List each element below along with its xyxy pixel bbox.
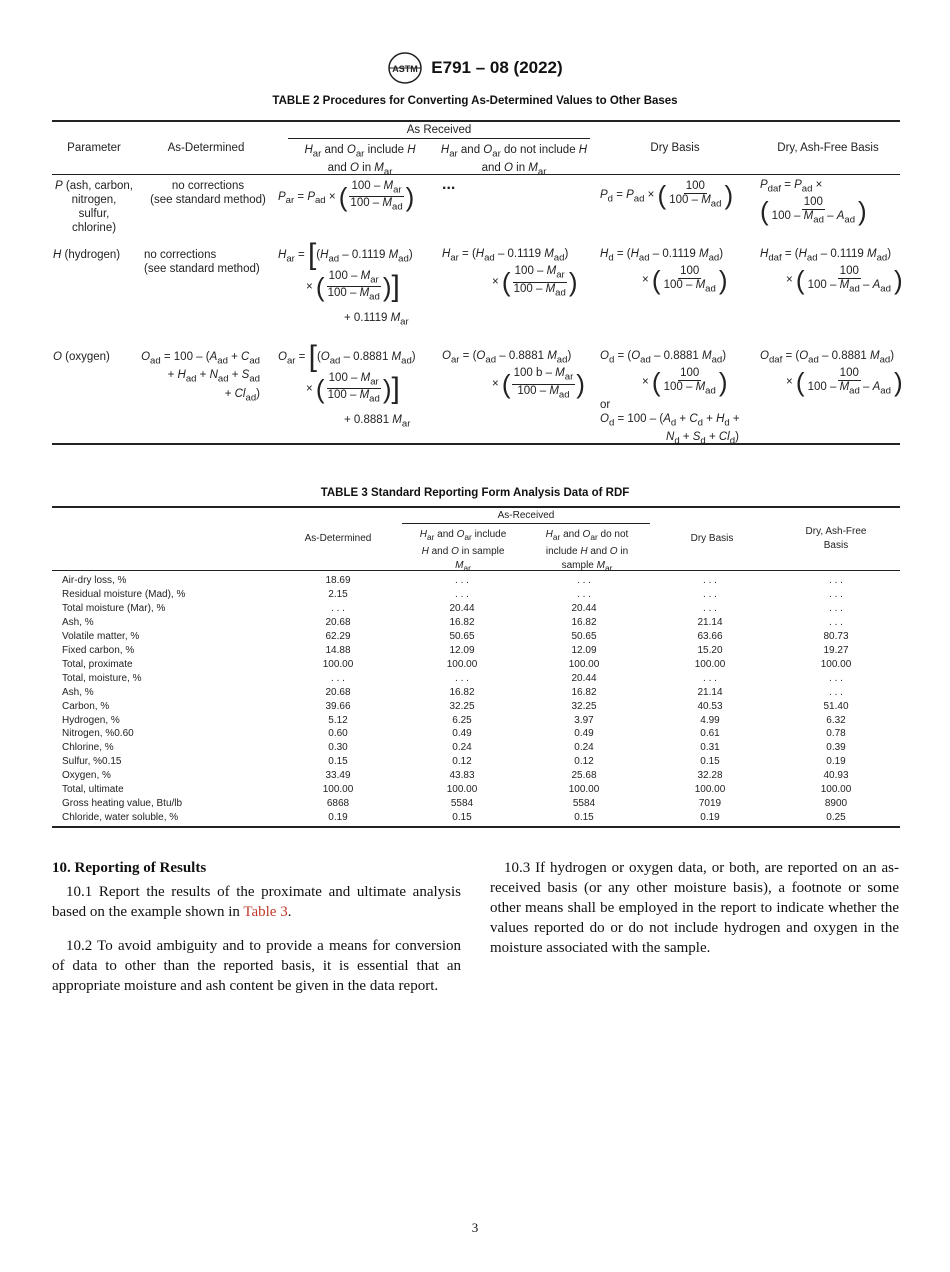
t3-header-as-received: As-Received [497, 510, 555, 521]
table3-title: TABLE 3 Standard Reporting Form Analysis Data of RDF [320, 487, 630, 499]
table-cell: 0.25 [826, 812, 846, 824]
row-label: Chloride, water soluble, % [62, 812, 179, 824]
row-label: Chlorine, % [62, 742, 114, 754]
formula-p-daf: $P_{daf} = P_{ad}$ × ( $\frac{100}{100 - M_{ad} - A_{ad}}$ ) [760, 179, 867, 227]
table-cell: 16.82 [571, 616, 597, 628]
table-cell: 0.49 [574, 728, 594, 740]
formula-h-ar-exclude: $H_{ar} = (H_{ad} - 0.1119$ $M_{ad}$) × ( $\frac{100 - M_{ar}}{100 - M_{ad}}$ ) [442, 248, 578, 298]
row-label: Total moisture (Mar), % [62, 602, 166, 614]
table-cell: 51.40 [823, 700, 849, 712]
table-cell: . . . [829, 686, 843, 698]
formula-p-dry: $P_d = P_{ad}$ × ( $\frac{100}{100 - M_{ad}}$ ) [600, 180, 734, 211]
table-cell: 100.00 [446, 658, 478, 670]
table-cell: 18.69 [325, 575, 351, 586]
page-number: 3 [471, 1220, 479, 1235]
table-cell: 0.19 [700, 812, 720, 824]
table-cell: . . . [455, 575, 469, 586]
t3-header-as-determined: As-Determined [304, 533, 372, 544]
row-label: Air-dry loss, % [62, 575, 127, 586]
table-cell: 5584 [572, 798, 596, 810]
table-cell: 20.44 [571, 602, 597, 614]
table-cell: 50.65 [571, 630, 597, 642]
table-cell: . . . [703, 602, 717, 614]
table-cell: . . . [577, 588, 591, 600]
table-cell: 62.29 [325, 630, 351, 642]
paragraph-10-2: 10.2 To avoid ambiguity and to provide a means for conversion of data to other than the reported basis, it is essential that an appropriate moisture and ash content be given in the data report. [52, 938, 461, 994]
asdet-o: $O_{ad} = 100 - (A_{ad} + C_{ad}$ + $H_{ad} + N_{ad} + S_{ad}$ + $Cl_{ad}$) [141, 351, 260, 403]
paragraph-10-3: 10.3 If hydrogen or oxygen data, or both, are reported on an as-received basis (or any other moisture basis), a footnote or some other means shall be employed in the report to indicate whether the values reported do or do not include hydrogen and oxygen in the moisture associated with the sample. [490, 860, 899, 956]
table-cell: 5584 [450, 798, 474, 810]
table-cell: 14.88 [325, 644, 351, 656]
table-cell: 0.31 [700, 742, 720, 754]
table-cell: 3.97 [574, 714, 594, 726]
table-cell: 21.14 [697, 616, 723, 628]
table-cell: 6.32 [826, 714, 846, 726]
table-cell: 100.00 [446, 784, 478, 796]
header-ar-include: $H_{ar}$ and $O_{ar}$ include H and O in $M_{ar}$ [304, 144, 416, 178]
table-row [52, 686, 900, 700]
header-as-determined: As-Determined [167, 142, 245, 154]
table-cell: 21.14 [697, 686, 723, 698]
formula-o-dry: $O_d = (O_{ad} - 0.8881$ $M_{ad}$) × ( $\frac{100}{100 - M_{ad}}$ ) or $O_d = 100 - (A_d + C_d + H_d$ + $N_d + S_d + Cl_d$) [600, 350, 740, 447]
header-ar-exclude: $H_{ar}$ and $O_{ar}$ do not include H and O in $M_{ar}$ [440, 144, 588, 178]
table2-title: TABLE 2 Procedures for Converting As-Determined Values to Other Bases [272, 95, 678, 107]
table-cell: 20.68 [325, 686, 351, 698]
table-cell: 100.00 [322, 658, 354, 670]
table-cell: 40.93 [823, 770, 849, 782]
table-row [52, 644, 900, 658]
table-row [52, 588, 900, 602]
row-label: Ash, % [62, 616, 94, 628]
table-cell: 0.60 [328, 728, 348, 740]
table-row [52, 714, 900, 728]
table-cell: 40.53 [697, 700, 723, 712]
table-cell: 0.78 [826, 728, 846, 740]
formula-h-ar-include: $H_{ar} = [(H_{ad} - 0.1119$ $M_{ad}$) × ( $\frac{100 - M_{ar}}{100 - M_{ad}}$ )] + 0.1119 $M_{ar}$ [278, 238, 413, 327]
table-cell: 32.25 [449, 700, 475, 712]
table-cell: 19.27 [823, 644, 849, 656]
formula-h-dry: $H_d = (H_{ad} - 0.1119$ $M_{ad}$) × ( $\frac{100}{100 - M_{ad}}$ ) [600, 248, 728, 296]
formula-h-daf: $H_{daf} = (H_{ad} - 0.1119$ $M_{ad}$) × ( $\frac{100}{100 - M_{ad} - A_{ad}}$ ) [760, 248, 903, 296]
table-cell: 100.00 [322, 784, 354, 796]
table-cell: 4.99 [700, 714, 720, 726]
table-row [52, 755, 900, 769]
row-label: Total, ultimate [62, 784, 124, 796]
header-dry: Dry Basis [650, 142, 700, 154]
table-cell: 32.28 [697, 770, 723, 782]
row-label: Total, proximate [62, 658, 133, 670]
table-cell: . . . [703, 588, 717, 600]
table-cell: 20.44 [449, 602, 475, 614]
table-cell: 0.15 [700, 756, 720, 768]
table-cell: 2.15 [328, 588, 348, 600]
table-cell: 0.19 [328, 812, 348, 824]
standard-code: E791 – 08 (2022) [431, 58, 563, 77]
table-cell: . . . [829, 616, 843, 628]
table-cell: . . . [703, 672, 717, 684]
table-row [52, 797, 900, 811]
table-row [52, 811, 900, 825]
t3-header-daf: Dry, Ash-Free Basis [805, 526, 867, 551]
param-p: P (ash, carbon, nitrogen, sulfur, chlorine) [55, 180, 133, 234]
table-cell: 63.66 [697, 630, 723, 642]
row-label: Residual moisture (Mad), % [62, 588, 186, 600]
row-label: Oxygen, % [62, 770, 111, 782]
param-h: H (hydrogen) [53, 249, 121, 261]
table-cell: 16.82 [449, 616, 475, 628]
table-cell: . . . [331, 602, 345, 614]
table-cell: 6868 [326, 798, 350, 810]
table-cell: . . . [577, 575, 591, 586]
row-label: Nitrogen, %0.60 [62, 728, 134, 740]
row-label: Total, moisture, % [62, 672, 142, 684]
asdet-p: no corrections (see standard method) [150, 180, 266, 206]
table-row [52, 783, 900, 797]
table-cell: 25.68 [571, 770, 597, 782]
table-row [52, 602, 900, 616]
table-cell: 0.30 [328, 742, 348, 754]
header-parameter: Parameter [67, 142, 121, 154]
table-cell: 16.82 [449, 686, 475, 698]
table-cell: . . . [829, 602, 843, 614]
table-cell: . . . [455, 588, 469, 600]
table-cell: . . . [829, 588, 843, 600]
table-row [52, 700, 900, 714]
formula-o-ar-include: $O_{ar} = [(O_{ad} - 0.8881$ $M_{ad}$) × ( $\frac{100 - M_{ar}}{100 - M_{ad}}$ )] + 0.8881 $M_{ar}$ [278, 340, 416, 429]
table-cell: 5.12 [328, 714, 348, 726]
formula-o-ar-exclude: $O_{ar} = (O_{ad} - 0.8881$ $M_{ad}$) × ( $\frac{100 b - M_{ar}}{100 - M_{ad}}$ ) [442, 350, 585, 400]
row-label: Ash, % [62, 686, 94, 698]
table-cell: 0.39 [826, 742, 846, 754]
table-cell: 6.25 [452, 714, 472, 726]
table3-link[interactable]: Table 3 [243, 904, 288, 920]
table-cell: . . . [829, 672, 843, 684]
table-cell: . . . [331, 672, 345, 684]
table-row [52, 769, 900, 783]
table-cell: 0.12 [574, 756, 594, 768]
table-cell: 43.83 [449, 770, 475, 782]
paragraph-10-1: 10.1 Report the results of the proximate and ultimate analysis based on the example shown in Table 3. [52, 884, 461, 920]
table-row [52, 574, 900, 588]
table-cell: 0.19 [826, 756, 846, 768]
header-daf: Dry, Ash-Free Basis [777, 142, 879, 154]
table-cell: 100.00 [568, 658, 600, 670]
row-label: Volatile matter, % [62, 630, 140, 642]
t3-header-dry: Dry Basis [690, 533, 734, 544]
table-cell: 0.49 [452, 728, 472, 740]
table-cell: . . . [455, 672, 469, 684]
table-cell: 33.49 [325, 770, 351, 782]
table-cell: 20.44 [571, 672, 597, 684]
table-row [52, 727, 900, 741]
formula-o-daf: $O_{daf} = (O_{ad} - 0.8881$ $M_{ad}$) × ( $\frac{100}{100 - M_{ad} - A_{ad}}$ ) [760, 350, 903, 398]
table-cell: 20.68 [325, 616, 351, 628]
row-label: Gross heating value, Btu/lb [62, 798, 183, 810]
table-cell: 100.00 [568, 784, 600, 796]
table-row [52, 616, 900, 630]
table-cell: 16.82 [571, 686, 597, 698]
row-label: Sulfur, %0.15 [62, 756, 122, 768]
table-cell: . . . [703, 575, 717, 586]
table-cell: 7019 [698, 798, 722, 810]
t3-header-ar-include: $H_{ar}$ and $O_{ar}$ include H and O in sample $M_{ar}$ [419, 529, 507, 573]
table-cell: 80.73 [823, 630, 849, 642]
t3-header-ar-exclude: $H_{ar}$ and $O_{ar}$ do not include H and O in sample $M_{ar}$ [545, 529, 629, 573]
table-cell: 100.00 [820, 658, 852, 670]
table-cell: 100.00 [694, 784, 726, 796]
row-label: Carbon, % [62, 700, 110, 712]
table-cell: 39.66 [325, 700, 351, 712]
table-cell: . . . [829, 575, 843, 586]
section-heading: 10. Reporting of Results [52, 860, 207, 876]
param-o: O (oxygen) [53, 351, 110, 363]
table-cell: 32.25 [571, 700, 597, 712]
table-cell: 0.24 [452, 742, 472, 754]
table-cell: 0.15 [452, 812, 472, 824]
table-row [52, 672, 900, 686]
table-cell: 0.12 [452, 756, 472, 768]
table-cell: 0.61 [700, 728, 720, 740]
table-cell: 12.09 [571, 644, 597, 656]
formula-p-ar-include: $P_{ar} = P_{ad}$ × ( $\frac{100 - M_{ar}}{100 - M_{ad}}$ ) [278, 180, 415, 213]
document-header [0, 52, 950, 84]
table-cell: 100.00 [694, 658, 726, 670]
table-cell: 12.09 [449, 644, 475, 656]
table-cell: 0.15 [574, 812, 594, 824]
asdet-h: no corrections (see standard method) [144, 249, 260, 275]
header-as-received: As Received [406, 124, 472, 136]
formula-p-ar-exclude: ... [442, 176, 456, 193]
table-cell: 15.20 [697, 644, 723, 656]
table-cell: 0.24 [574, 742, 594, 754]
svg-text:ASTM: ASTM [392, 64, 419, 74]
table-cell: 50.65 [449, 630, 475, 642]
row-label: Fixed carbon, % [62, 644, 135, 656]
table-cell: 100.00 [820, 784, 852, 796]
table-cell: 0.15 [328, 756, 348, 768]
row-label: Hydrogen, % [62, 714, 120, 726]
table-cell: 8900 [824, 798, 848, 810]
astm-logo-icon [387, 52, 423, 84]
table-row [52, 658, 900, 672]
table-row [52, 741, 900, 755]
table-row [52, 630, 900, 644]
